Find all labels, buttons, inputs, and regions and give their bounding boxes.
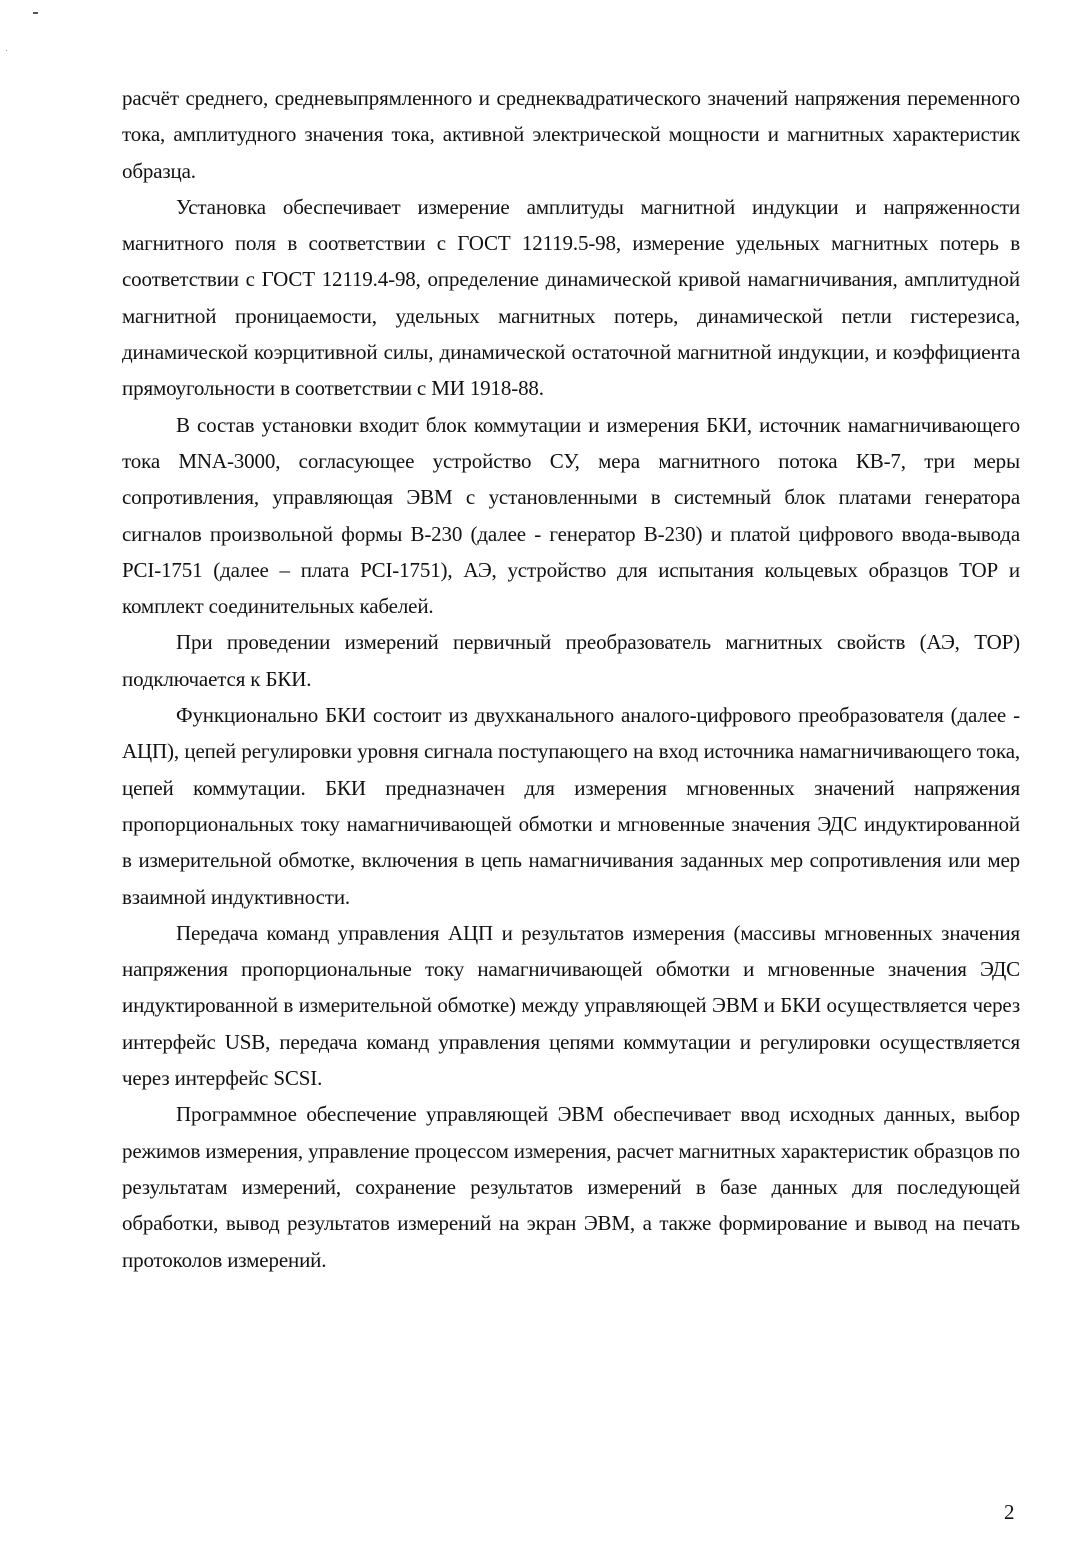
paragraph-transducer-connection: При проведении измерений первичный преобразователь магнитных свойств (АЭ, ТОР) подключается к БКИ. — [122, 630, 1020, 691]
scan-artifact-mark — [33, 12, 38, 14]
paragraph-software: Программное обеспечение управляющей ЭВМ обеспечивает ввод исходных данных, выбор режимов измерения, управление процессом измерения, расчет магнитных характеристик образцов по результатам измерений, сохранение результатов измерений в базе данных для последующей обработки, вывод результатов измерений на экран ЭВМ, а также формирование и вывод на печать протоколов измерений. — [122, 1102, 1020, 1272]
page-number: 2 — [1004, 1500, 1015, 1524]
paragraph-setup-composition: В состав установки входит блок коммутации и измерения БКИ, источник намагничивающего тока MNA-3000, согласующее устройство СУ, мера магнитного потока КВ-7, три меры сопротивления, управляющая ЭВМ с установленными в системный блок платами генератора сигналов произвольной формы В-230 (далее - генератор В-230) и платой цифрового ввода-вывода PCI-1751 (далее – плата PCI-1751), АЭ, устройство для испытания кольцевых образцов ТОР и комплект соединительных кабелей. — [122, 412, 1020, 619]
paragraph-bki-function: Функционально БКИ состоит из двухканального аналого-цифрового преобразователя (далее - АЦП), цепей регулировки уровня сигнала поступающего на вход источника намагничивающего тока, цепей коммутации. БКИ предназначен для измерения мгновенных значений напряжения пропорциональных току намагничивающей обмотки и мгновенные значения ЭДС индуктированной в измерительной обмотке, включения в цепь намагничивания заданных мер сопротивления или мер взаимной индуктивности. — [122, 703, 1020, 909]
paragraph-setup-capabilities: Установка обеспечивает измерение амплитуды магнитной индукции и напряженности магнитного поля в соответствии с ГОСТ 12119.5-98, измерение удельных магнитных потерь в соответствии с ГОСТ 12119.4-98, определение динамической кривой намагничивания, амплитудной магнитной проницаемости, удельных магнитных потерь, динамической петли гистерезиса, динамической коэрцитивной силы, динамической остаточной магнитной индукции, и коэффициента прямоугольности в соответствии с МИ 1918-88. — [122, 194, 1020, 401]
paragraph-data-transfer: Передача команд управления АЦП и результатов измерения (массивы мгновенных значения напряжения пропорциональные току намагничивающей обмотки и мгновенные значения ЭДС индуктированной в измерительной обмотке) между управляющей ЭВМ и БКИ осуществляется через интерфейс USB, передача команд управления цепями коммутации и регулировки осуществляется через интерфейс SCSI. — [122, 920, 1020, 1091]
scan-artifact-dot — [6, 50, 7, 51]
paragraph-continuation: расчёт среднего, средневыпрямленного и среднеквадратического значений напряжения переменного тока, амплитудного значения тока, активной электрической мощности и магнитных характеристик образца. — [122, 86, 1020, 183]
body-text — [122, 80, 1020, 1278]
